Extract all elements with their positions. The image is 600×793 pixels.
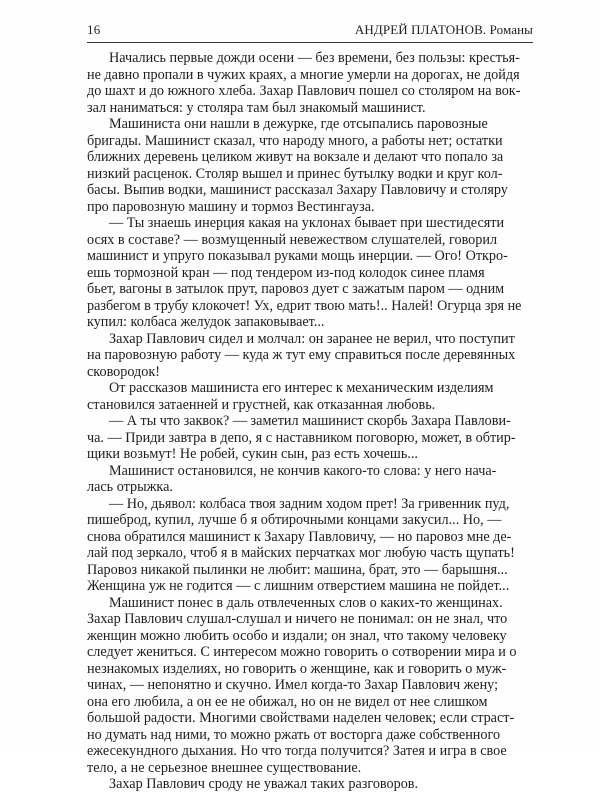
text-line: От рассказов машиниста его интерес к механическим изделиям bbox=[109, 380, 494, 396]
text-line: до шахт и до южного хлеба. Захар Павлович пошел со столяром на вок- bbox=[87, 83, 521, 99]
text-line: бьет, вагоны в затылок прут, паровоз дует с зажатым паром — одним bbox=[87, 281, 505, 297]
text-line: ешь тормозной кран — под тендером из-под колодок синее пламя bbox=[87, 264, 485, 281]
text-line: басы. Выпив водки, машинист рассказал Захару Павловичу и столяру bbox=[87, 182, 508, 198]
text-line: низкий расценок. Столяр вышел и принес бутылку водки и круг кол- bbox=[87, 165, 503, 182]
text-line: на паровозную работу — куда ж тут ему справиться после деревянных bbox=[87, 347, 516, 363]
text-line: следует жениться. С интересом можно говорить о сотворении мира и о bbox=[87, 644, 517, 660]
text-line: бригады. Машинист сказал, что народу много, а работы нет; остатки bbox=[87, 132, 503, 149]
text-line: пишеброд, купил, лучше б я обтирочными концами закусил... Но, — bbox=[87, 512, 502, 528]
text-line: чинах, — непонятно и скучно. Имел когда-то Захар Павлович жену; bbox=[87, 677, 499, 693]
text-line: сковородок! bbox=[87, 363, 160, 380]
text-line: женщин можно любить особо и издали; он знал, что такому человеку bbox=[87, 627, 507, 644]
paragraph bbox=[87, 413, 533, 463]
text-line: незнакомых изделиях, но говорить о женщине, как и говорить о муж- bbox=[87, 660, 507, 677]
text-line: — Но, дьявол: колбаса твоя задним ходом прет! За гривенник пуд, bbox=[109, 495, 510, 512]
text-line: ближних деревень целиком живут на вокзале и делают что попало за bbox=[87, 149, 504, 165]
page-number: 16 bbox=[87, 22, 101, 37]
text-line: осях в составе? — возмущенный невежеством слушателей, говорил bbox=[87, 231, 498, 248]
text-line: про паровозную машину и тормоз Вестингауза. bbox=[87, 198, 375, 215]
text-line: Захар Павлович сроду не уважал таких разговоров. bbox=[109, 776, 419, 792]
text-line: не давно пропали в чужих краях, а многие умерли на дорогах, не дойдя bbox=[87, 66, 520, 83]
text-line: Машиниста они нашли в дежурке, где отсыпались паровозные bbox=[109, 116, 488, 132]
text-line: большой радости. Многими свойствами наделен человек; если страст- bbox=[87, 710, 515, 726]
text-line: снова обратился машинист к Захару Павловичу, — но паровоз мне де- bbox=[87, 528, 512, 545]
text-line: щики возьмут! Не робей, сукин сын, раз есть хочешь... bbox=[87, 446, 418, 462]
text-line: тело, а не серьезное внешнее существование. bbox=[87, 759, 362, 776]
body-text bbox=[87, 50, 533, 793]
paragraph bbox=[87, 50, 533, 116]
paragraph bbox=[87, 595, 533, 777]
paragraph bbox=[87, 463, 533, 496]
text-line: лась отрыжка. bbox=[87, 479, 173, 495]
paragraph bbox=[87, 116, 533, 215]
text-line: лай под зеркало, чтоб я в майских перчатках мог любую часть щупать! bbox=[87, 545, 515, 561]
text-line: машинист и упруго показывал руками мощь инерции. — Ого! Откро- bbox=[87, 248, 508, 264]
text-line: ежесекундного дыхания. Но что тогда получится? Затея и игра в свое bbox=[87, 743, 507, 759]
page-header bbox=[87, 22, 533, 43]
paragraph bbox=[87, 215, 533, 331]
text-line: — Ты знаешь инерция какая на уклонах бывает при шестидесяти bbox=[109, 215, 505, 231]
text-line: купил: колбаса желудок запаковывает... bbox=[87, 314, 325, 330]
text-line: Машинист остановился, не кончив какого-то слова: у него нача- bbox=[109, 462, 497, 479]
paragraph bbox=[87, 496, 533, 595]
text-line: — А ты что заквок? — заметил машинист скорбь Захара Павлови- bbox=[109, 413, 511, 429]
text-line: Захар Павлович слушал-слушал и ничего не понимал: он не знал, что bbox=[87, 611, 508, 627]
paragraph bbox=[87, 331, 533, 381]
text-line: Захар Павлович сидел и молчал: он заранее не верил, что поступит bbox=[109, 330, 515, 347]
text-line: Машинист понес в даль отвлеченных слов о каких-то женщинах. bbox=[109, 594, 503, 611]
text-line: она его любила, а он ее не обижал, но он не видел от нее слишком bbox=[87, 693, 488, 710]
text-line: ча. — Приди завтра в депо, я с наставником поговорю, может, в обтир- bbox=[87, 429, 516, 446]
paragraph bbox=[87, 776, 533, 793]
text-line: но думать над ними, то можно ржать от восторга даже собственного bbox=[87, 726, 501, 743]
text-line: Паровоз никакой пылинки не любит: машина, брат, это — барышня... bbox=[87, 561, 508, 578]
paragraph bbox=[87, 380, 533, 413]
text-line: разбегом в трубу клокочет! Ух, едрит твою мать!.. Налей! Огурца зря не bbox=[87, 297, 522, 314]
text-line: Женщина уж не годится — с лишним отверстием машина не пойдет... bbox=[87, 578, 510, 594]
text-line: становился затаенней и грустней, как отказанная любовь. bbox=[87, 396, 436, 413]
text-line: Начались первые дожди осени — без времени, без пользы: крестья- bbox=[109, 50, 520, 66]
running-title: АНДРЕЙ ПЛАТОНОВ. Романы bbox=[354, 22, 533, 37]
text-line: зал наниматься: у столяра там был знакомый машинист. bbox=[87, 99, 426, 116]
